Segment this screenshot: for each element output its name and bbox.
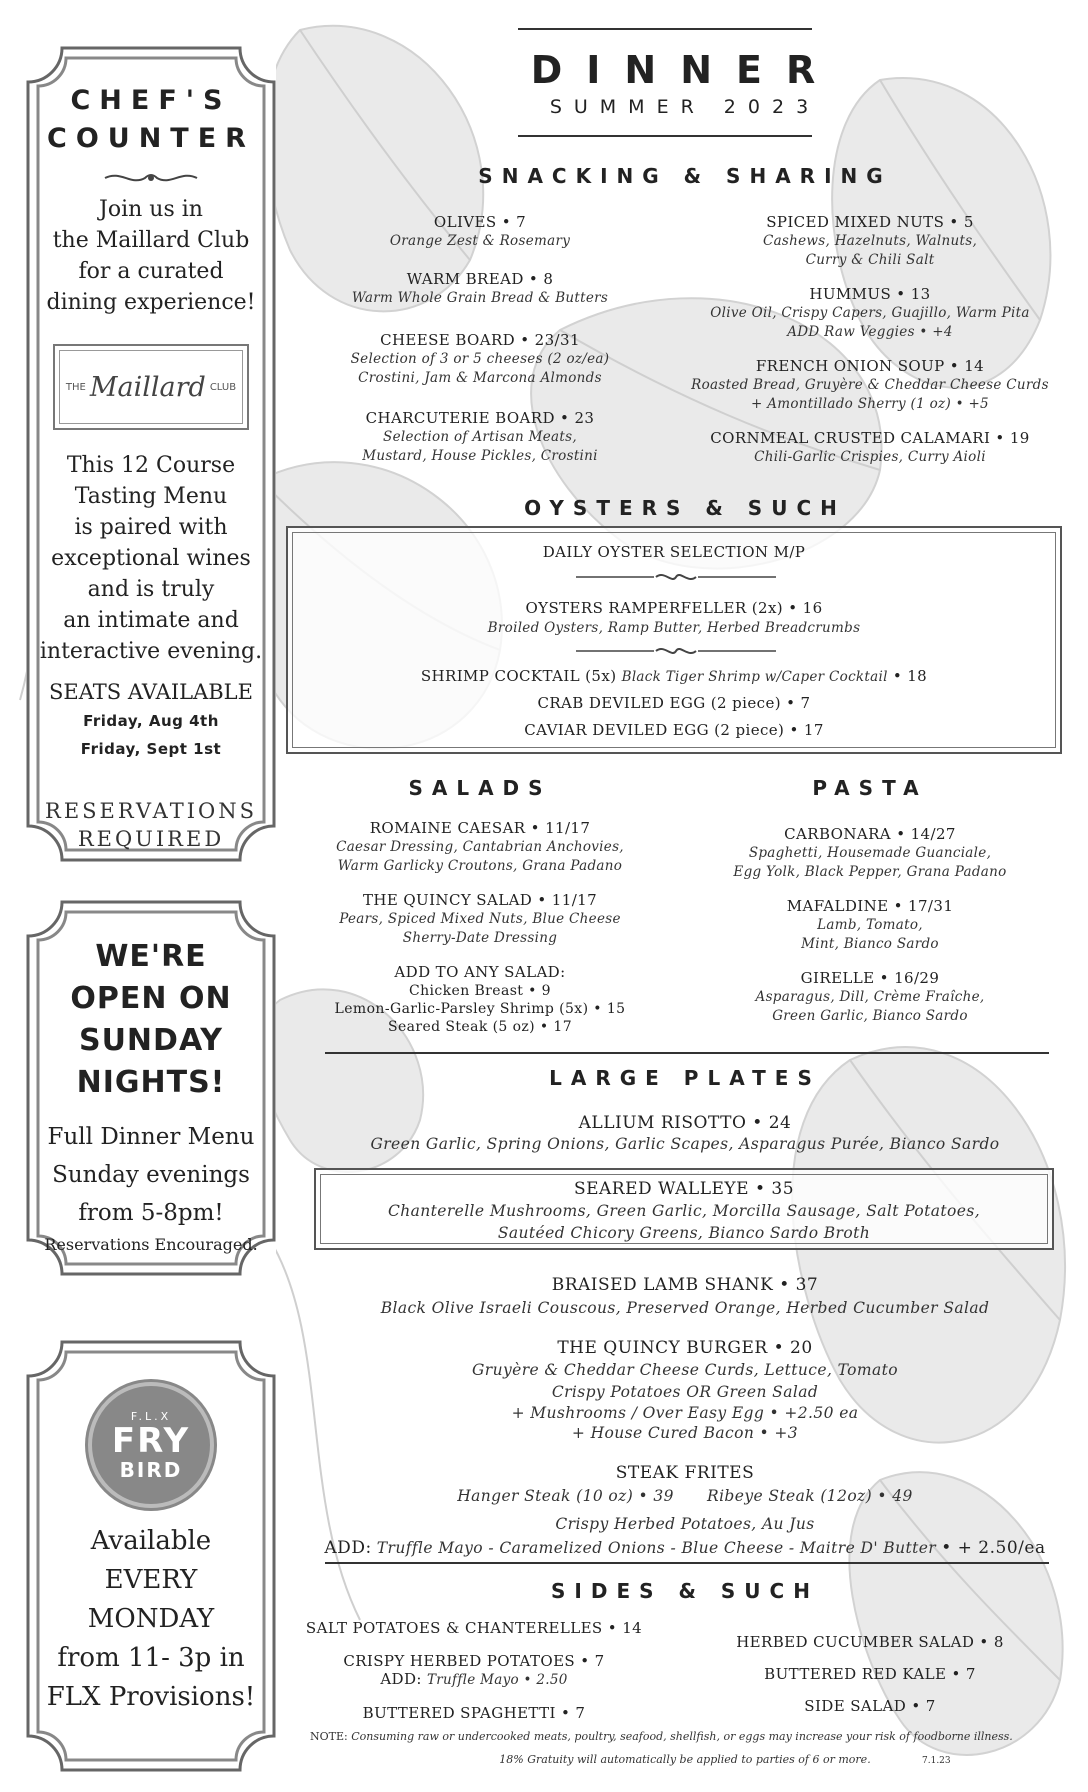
item-desc: Lamb, Tomato,: [817, 917, 923, 933]
menu-item: [300, 408, 660, 466]
seat-date: Friday, Aug 4th: [83, 712, 219, 730]
large-plates-section-title: LARGE PLATES: [549, 1066, 821, 1090]
reservations-encouraged: Reservations Encouraged.: [44, 1235, 258, 1254]
seared-walleye-desc: Sautéed Chicory Greens, Bianco Sardo Broth: [497, 1224, 871, 1242]
menu-item: [690, 824, 1050, 882]
chefs-counter-body-line: This 12 Course: [66, 453, 236, 478]
sunday-title-line: WE'RE: [95, 939, 207, 974]
item-desc: Olive Oil, Crispy Capers, Guajillo, Warm Pita: [710, 305, 1030, 321]
item-desc: ADD Raw Veggies • +4: [787, 324, 953, 340]
item-desc: Curry & Chili Salt: [805, 252, 935, 268]
seared-walleye-box: [314, 1168, 1054, 1250]
quincy-burger-name: THE QUINCY BURGER • 20: [557, 1338, 813, 1358]
cucumber-salad-item: HERBED CUCUMBER SALAD • 8: [736, 1633, 1004, 1651]
item-desc: Pears, Spiced Mixed Nuts, Blue Cheese: [339, 911, 621, 927]
menu-item: [670, 284, 1070, 342]
section-divider-rule: [325, 1562, 1049, 1564]
seared-walleye-desc: Chanterelle Mushrooms, Green Garlic, Morcilla Sausage, Salt Potatoes,: [387, 1202, 981, 1220]
sides-right-column: [690, 1632, 1050, 1716]
chefs-counter-intro-line: Join us in: [99, 197, 203, 222]
divider-ornament-icon: [576, 644, 776, 658]
item-desc: Egg Yolk, Black Pepper, Grana Padano: [733, 864, 1007, 880]
quincy-burger-desc: + House Cured Bacon • +3: [571, 1424, 799, 1442]
menu-item: [690, 968, 1050, 1026]
item-name: CARBONARA • 14/27: [784, 825, 956, 843]
item-desc: Orange Zest & Rosemary: [389, 233, 571, 249]
item-name: CORNMEAL CRUSTED CALAMARI • 19: [710, 429, 1030, 447]
chefs-counter-intro-line: for a curated: [78, 259, 224, 284]
item-name: OLIVES • 7: [433, 213, 527, 231]
item-name: HUMMUS • 13: [809, 285, 931, 303]
add-to-salad-option: Seared Steak (5 oz) • 17: [387, 1019, 573, 1035]
chefs-counter-panel: [26, 46, 276, 862]
pasta-column: [690, 824, 1050, 1040]
salads-section-title: SALADS: [408, 776, 552, 800]
sunday-title-line: NIGHTS!: [76, 1065, 226, 1100]
menu-title: DINNER: [530, 48, 840, 92]
salt-potatoes-item: SALT POTATOES & CHANTERELLES • 14: [305, 1619, 643, 1637]
fry-bird-logo-bird: BIRD: [119, 1457, 183, 1482]
header-bottom-rule: [518, 135, 812, 137]
side-salad-item: SIDE SALAD • 7: [804, 1697, 936, 1715]
item-name: WARM BREAD • 8: [406, 270, 554, 288]
chefs-counter-intro-line: dining experience!: [46, 290, 256, 315]
snacking-left-column: [300, 212, 660, 480]
buttered-spaghetti-item: BUTTERED SPAGHETTI • 7: [362, 1704, 586, 1722]
item-desc: Mustard, House Pickles, Crostini: [362, 448, 598, 464]
add-price: • + 2.50/ea: [941, 1538, 1046, 1558]
maillard-club-logo: [53, 344, 249, 430]
oysters-section-title: OYSTERS & SUCH: [524, 496, 846, 520]
seared-walleye-name: SEARED WALLEYE • 35: [573, 1179, 795, 1199]
add-label: ADD:: [380, 1670, 422, 1688]
menu-item: [300, 212, 660, 251]
chefs-counter-title-line2: COUNTER: [47, 123, 255, 154]
sunday-title-line: SUNDAY: [78, 1023, 224, 1058]
gratuity-text: 18% Gratuity will automatically be applied to parties of 6 or more.: [499, 1753, 871, 1766]
header-top-rule: [518, 28, 812, 30]
chefs-counter-body-line: an intimate and: [63, 608, 239, 633]
menu-item: [300, 818, 660, 876]
item-name: ROMAINE CAESAR • 11/17: [369, 819, 591, 837]
allium-risotto-name: ALLIUM RISOTTO • 24: [578, 1113, 792, 1133]
sunday-nights-panel: [26, 900, 276, 1276]
item-desc: Asparagus, Dill, Crème Fraîche,: [755, 989, 985, 1005]
item-desc: + Amontillado Sherry (1 oz) • +5: [751, 396, 989, 412]
logo-prefix: THE: [65, 381, 86, 393]
item-desc: Warm Garlicky Croutons, Grana Padano: [337, 858, 623, 874]
gratuity-note: [300, 1753, 1070, 1766]
item-desc: Caesar Dressing, Cantabrian Anchovies,: [336, 839, 624, 855]
quincy-burger-desc: Gruyère & Cheddar Cheese Curds, Lettuce, Tomato: [472, 1361, 898, 1379]
add-label: ADD:: [324, 1538, 372, 1558]
item-desc: Warm Whole Grain Bread & Butters: [351, 290, 609, 306]
foodborne-illness-note: [310, 1730, 1013, 1743]
fry-bird-logo: [88, 1382, 214, 1508]
fry-bird-body-line: Available: [90, 1526, 212, 1556]
chefs-counter-title-line1: CHEF'S: [70, 85, 232, 116]
chefs-counter-body-line: and is truly: [87, 577, 215, 602]
steak-frites-name: STEAK FRITES: [615, 1463, 755, 1483]
menu-version: 7.1.23: [922, 1756, 951, 1766]
menu-item: [670, 212, 1070, 270]
sides-section-title: SIDES & SUCH: [551, 1579, 819, 1603]
item-desc: Cashews, Hazelnuts, Walnuts,: [762, 233, 978, 249]
menu-item: [670, 356, 1070, 414]
fry-bird-panel: [26, 1340, 276, 1772]
oysters-ramperfeller-name: OYSTERS RAMPERFELLER (2x) • 16: [525, 599, 823, 617]
item-desc: Selection of 3 or 5 cheeses (2 oz/ea): [350, 351, 610, 367]
shrimp-cocktail: [288, 666, 1060, 687]
braised-lamb-shank-name: BRAISED LAMB SHANK • 37: [551, 1275, 819, 1295]
menu-season: SUMMER 2023: [549, 96, 821, 118]
reservations-required-line1: RESERVATIONS: [45, 799, 257, 823]
item-name: FRENCH ONION SOUP • 14: [755, 357, 985, 375]
quincy-burger-desc: + Mushrooms / Over Easy Egg • +2.50 ea: [511, 1404, 859, 1422]
snacking-right-column: [670, 212, 1070, 481]
item-desc: Roasted Bread, Gruyère & Cheddar Cheese Curds: [691, 377, 1049, 393]
oysters-ramperfeller-desc: Broiled Oysters, Ramp Butter, Herbed Breadcrumbs: [487, 620, 861, 636]
sunday-body-line: from 5-8pm!: [78, 1200, 224, 1226]
item-desc: Black Tiger Shrimp w/Caper Cocktail: [621, 669, 888, 685]
chefs-counter-body-line: exceptional wines: [51, 546, 251, 571]
chefs-counter-body-line: interactive evening.: [39, 639, 263, 664]
steak-frites-add: [300, 1537, 1070, 1559]
item-name: CHEESE BOARD • 23/31: [380, 331, 580, 349]
daily-oyster-selection: DAILY OYSTER SELECTION M/P: [542, 543, 806, 561]
quincy-burger-desc: Crispy Potatoes OR Green Salad: [551, 1383, 819, 1401]
item-desc: Mint, Bianco Sardo: [801, 936, 939, 952]
braised-lamb-shank-desc: Black Olive Israeli Couscous, Preserved Orange, Herbed Cucumber Salad: [380, 1299, 990, 1317]
snacking-section-title: SNACKING & SHARING: [478, 164, 892, 188]
crab-deviled-egg: CRAB DEVILED EGG (2 piece) • 7: [537, 694, 811, 712]
item-name: SPICED MIXED NUTS • 5: [766, 213, 974, 231]
add-option: Truffle Mayo • 2.50: [426, 1672, 568, 1688]
chefs-counter-body-line: Tasting Menu: [74, 484, 228, 509]
section-divider-rule: [325, 1052, 1049, 1054]
salads-column: [300, 818, 660, 1050]
fry-bird-body-line: FLX Provisions!: [46, 1682, 256, 1712]
seat-date: Friday, Sept 1st: [80, 740, 222, 758]
item-name: MAFALDINE • 17/31: [786, 897, 954, 915]
chefs-counter-body-line: is paired with: [74, 515, 228, 540]
steak-frites-options: [300, 1485, 1070, 1507]
sunday-body-line: Full Dinner Menu: [47, 1124, 255, 1150]
caviar-deviled-egg: CAVIAR DEVILED EGG (2 piece) • 17: [524, 721, 824, 739]
seats-available-label: SEATS AVAILABLE: [49, 680, 253, 704]
item-name: GIRELLE • 16/29: [800, 969, 940, 987]
hanger-steak-option: Hanger Steak (10 oz) • 39: [457, 1487, 674, 1505]
flourish-ornament-icon: [101, 168, 201, 188]
crispy-potatoes-item: CRISPY HERBED POTATOES • 7: [343, 1652, 605, 1670]
menu-item: [690, 896, 1050, 954]
ribeye-steak-option: Ribeye Steak (12oz) • 49: [707, 1487, 913, 1505]
note-label: NOTE:: [310, 1730, 348, 1743]
menu-item: [300, 330, 660, 388]
add-to-salad-option: Lemon-Garlic-Parsley Shrimp (5x) • 15: [334, 1001, 626, 1017]
item-name: THE QUINCY SALAD • 11/17: [362, 891, 598, 909]
divider-ornament-icon: [576, 570, 776, 584]
pasta-section-title: PASTA: [812, 776, 928, 800]
fry-bird-body-line: from 11- 3p in: [57, 1643, 245, 1673]
chefs-counter-intro-line: the Maillard Club: [52, 228, 250, 253]
item-price: • 18: [892, 667, 928, 685]
add-to-salad-option: Chicken Breast • 9: [409, 983, 551, 999]
item-desc: Crostini, Jam & Marcona Almonds: [358, 370, 602, 386]
item-desc: Spaghetti, Housemade Guanciale,: [748, 845, 992, 861]
oysters-box: [286, 526, 1062, 754]
logo-suffix: CLUB: [209, 381, 237, 393]
item-desc: Green Garlic, Bianco Sardo: [772, 1008, 968, 1024]
item-desc: Chili-Garlic Crispies, Curry Aioli: [754, 449, 986, 465]
sunday-body-line: Sunday evenings: [52, 1162, 250, 1188]
fry-bird-body-line: MONDAY: [87, 1604, 215, 1634]
sides-left-column: [284, 1618, 664, 1723]
menu-item: [670, 428, 1070, 467]
logo-name: Maillard: [89, 371, 206, 403]
red-kale-item: BUTTERED RED KALE • 7: [764, 1665, 976, 1683]
add-to-salad: [300, 962, 660, 1036]
allium-risotto-desc: Green Garlic, Spring Onions, Garlic Scapes, Asparagus Purée, Bianco Sardo: [370, 1135, 1000, 1153]
note-text: Consuming raw or undercooked meats, poultry, seafood, shellfish, or eggs may increase your risk of foodborne illness.: [351, 1730, 1013, 1743]
item-desc: Selection of Artisan Meats,: [383, 429, 577, 445]
add-to-salad-title: ADD TO ANY SALAD:: [394, 963, 566, 981]
fry-bird-logo-top: F.L.X: [130, 1409, 172, 1423]
crispy-potatoes-add: [284, 1669, 664, 1690]
menu-item: [300, 269, 660, 308]
fry-bird-logo-fry: FRY: [111, 1420, 191, 1461]
sunday-title-line: OPEN ON: [70, 981, 232, 1016]
add-options: Truffle Mayo - Caramelized Onions - Blue Cheese - Maitre D' Butter: [376, 1539, 937, 1557]
steak-frites-desc: Crispy Herbed Potatoes, Au Jus: [555, 1515, 815, 1533]
item-name: SHRIMP COCKTAIL (5x): [420, 667, 617, 685]
menu-item: [300, 890, 660, 948]
fry-bird-body-line: EVERY: [104, 1565, 198, 1595]
item-name: CHARCUTERIE BOARD • 23: [365, 409, 595, 427]
reservations-required-line2: REQUIRED: [77, 827, 225, 851]
item-desc: Sherry-Date Dressing: [402, 930, 558, 946]
